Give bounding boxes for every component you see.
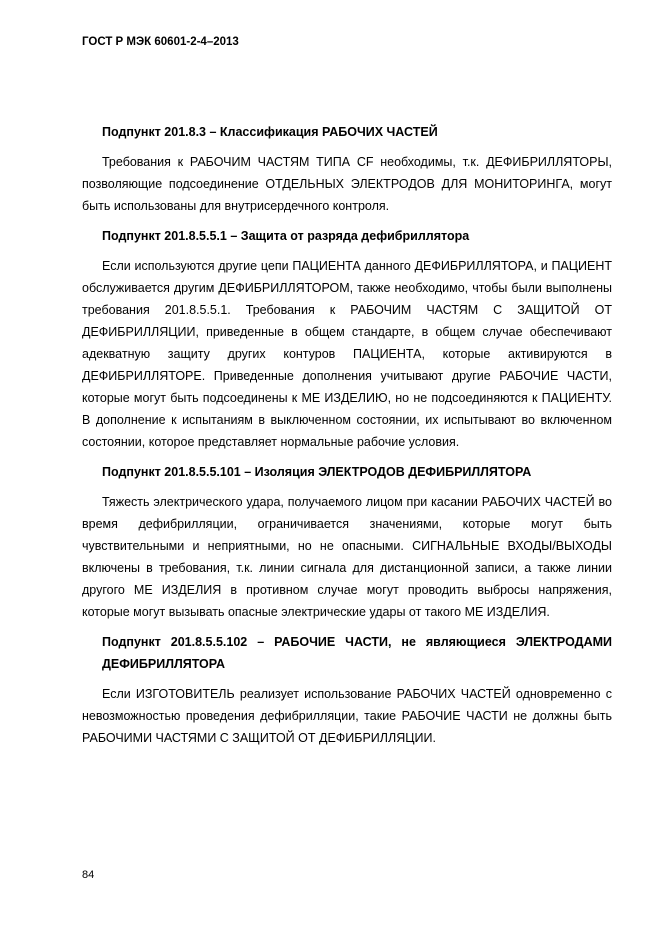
section-heading: Подпункт 201.8.3 – Классификация РАБОЧИХ ЧАСТЕЙ — [102, 125, 438, 139]
section-paragraph: Если ИЗГОТОВИТЕЛЬ реализует использование РАБОЧИХ ЧАСТЕЙ одновременно с невозможностью проведения дефибрилляции, такие РАБОЧИЕ ЧАСТИ не должны быть РАБОЧИМИ ЧАСТЯМИ С ЗАЩИТОЙ ОТ ДЕФИБРИЛЛЯЦИИ. — [82, 687, 612, 745]
document-header: ГОСТ Р МЭК 60601-2-4–2013 — [82, 36, 239, 48]
section-heading: Подпункт 201.8.5.5.1 – Защита от разряда дефибриллятора — [102, 229, 470, 243]
section-heading: Подпункт 201.8.5.5.102 – РАБОЧИЕ ЧАСТИ, не являющиеся ЭЛЕКТРОДАМИ ДЕФИБРИЛЛЯТОРА — [102, 635, 612, 671]
section-paragraph: Тяжесть электрического удара, получаемого лицом при касании РАБОЧИХ ЧАСТЕЙ во время дефибрилляции, ограничивается значениями, которые могут быть чувствительными и неприятными, но не опасными. СИГНАЛЬНЫЕ ВХОДЫ/ВЫХОДЫ включены в требования, т.к. линии сигнала для дистанционной записи, а также линии другого МЕ ИЗДЕЛИЯ в противном случае могут проводить выбросы напряжения, которые могут вызывать опасные электрические удары от такого МЕ ИЗДЕЛИЯ. — [82, 495, 612, 619]
section-paragraph: Если используются другие цепи ПАЦИЕНТА данного ДЕФИБРИЛЛЯТОРА, и ПАЦИЕНТ обслуживается другим ДЕФИБРИЛЛЯТОРОМ, также необходимо, чтобы были выполнены требования 201.8.5.5.1. Требования к РАБОЧИМ ЧАСТЯМ С ЗАЩИТОЙ ОТ ДЕФИБРИЛЛЯЦИИ, приведенные в общем стандарте, в общем случае обеспечивают адекватную защиту других контуров ПАЦИЕНТА, которые активируются в ДЕФИБРИЛЛЯТОРЕ. Приведенные дополнения учитывают другие РАБОЧИЕ ЧАСТИ, которые могут быть подсоединены к МЕ ИЗДЕЛИЮ, но не подсоединяются к ПАЦИЕНТУ. В дополнение к испытаниям в выключенном состоянии, их испытывают во включенном состоянии, которое представляет нормальные рабочие условия. — [82, 259, 612, 449]
page-content — [82, 121, 612, 749]
page-number: 84 — [82, 869, 95, 881]
section-heading: Подпункт 201.8.5.5.101 – Изоляция ЭЛЕКТРОДОВ ДЕФИБРИЛЛЯТОРА — [102, 465, 532, 479]
section-paragraph: Требования к РАБОЧИМ ЧАСТЯМ ТИПА CF необходимы, т.к. ДЕФИБРИЛЛЯТОРЫ, позволяющие подсоединение ОТДЕЛЬНЫХ ЭЛЕКТРОДОВ ДЛЯ МОНИТОРИНГА, могут быть использованы для внутрисердечного контроля. — [82, 155, 612, 213]
